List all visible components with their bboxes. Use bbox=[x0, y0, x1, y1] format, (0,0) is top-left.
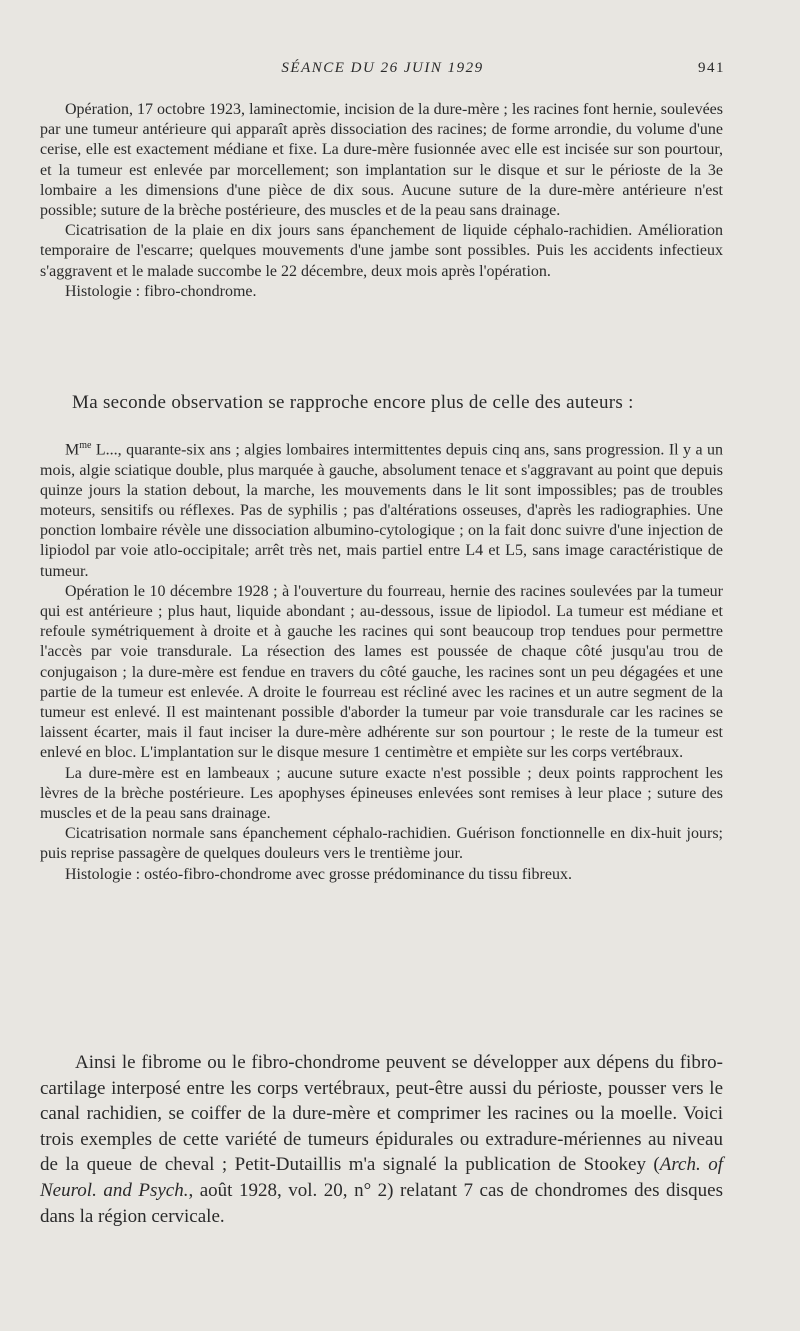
running-head: SÉANCE DU 26 JUIN 1929 bbox=[281, 60, 484, 76]
operation-paragraph: Opération, 17 octobre 1923, laminectomie, incision de la dure-mère ; les racines font hernie, soulevées par une tumeur antérieure qui apparaît après dissociation des racines; de forme arrondie, du volume d'une cerise, elle est exactement médiane et fixe. La dure-mère fusionnée avec elle est incisée sur son pourtour, et la tumeur est enlevée par morcellement; son implantation sur le disque et sur le périoste de la 3e lombaire a les dimensions d'une pièce de dix sous. Aucune suture de la dure-mère antérieure n'est possible; suture de la brèche postérieure, des muscles et de la peau sans drainage. bbox=[40, 101, 723, 220]
case-two-section bbox=[40, 436, 723, 885]
patient-title: M bbox=[65, 441, 80, 459]
cicatrisation-paragraph: Cicatrisation de la plaie en dix jours sans épanchement de liquide céphalo-rachidien. Amélioration temporaire de l'escarre; quelques mouvements d'une jambe sont possibles. Puis les accidents infectieux s'aggravent et le malade succombe le 22 décembre, deux mois après l'opération. bbox=[40, 222, 723, 280]
discussion-paragraph bbox=[40, 1050, 723, 1229]
cicatrisation-paragraph-2: Cicatrisation normale sans épanchement céphalo-rachidien. Guérison fonctionnelle en dix-huit jours; puis reprise passagère de quelques douleurs vers le trentième jour. bbox=[40, 825, 723, 863]
journal-citation: Arch. of Neurol. and Psych. bbox=[40, 1154, 723, 1201]
histologie-paragraph: Histologie : fibro-chondrome. bbox=[65, 282, 257, 300]
page-header bbox=[40, 60, 725, 84]
discussion-section bbox=[40, 1050, 723, 1229]
discussion-text-before: Ainsi le fibrome ou le fibro-chondrome peuvent se développer aux dépens du fibro-cartilage interposé entre les corps vertébraux, peut-être aussi du périoste, pousser vers le canal rachidien, se coiffer de la dure-mère et comprimer les racines ou la moelle. Voici trois exemples de cette variété de tumeurs épidurales ou extradure-mériennes au niveau de la queue de cheval ; Petit-Dutaillis m'a signalé la publication de Stookey ( bbox=[40, 1052, 723, 1176]
page-number: 941 bbox=[698, 60, 725, 76]
case-one-section bbox=[40, 100, 723, 302]
discussion-text-after: , août 1928, vol. 20, n° 2) relatant 7 cas de chondromes des disques dans la région cervicale. bbox=[40, 1179, 723, 1227]
patient-paragraph bbox=[40, 436, 723, 582]
operation-paragraph-2: Opération le 10 décembre 1928 ; à l'ouverture du fourreau, hernie des racines soulevées par la tumeur qui est antérieure ; plus haut, liquide abondant ; au-dessous, issue de lipiodol. La tumeur est médiane et refoule symétriquement à droite et à gauche les racines qui sont beaucoup trop tendues pour permettre l'accès par voie transdurale. La résection des lames est poussée de chaque côté jusqu'au trou de conjugaison ; la dure-mère est fendue en travers du côté gauche, les racines sont un peu dégagées et une partie de la tumeur est enlevée. A droite le fourreau est récliné avec les racines et un autre segment de la tumeur est enlevé. Il est maintenant possible d'aborder la tumeur par voie transdurale car les racines se laissent écarter, mais il faut inciser la dure-mère adhérente sur son pourtour ; le reste de la tumeur est enlevé en bloc. L'implantation sur le disque mesure 1 centimètre et empiète sur les corps vertébraux. bbox=[40, 582, 723, 762]
patient-title-sup: me bbox=[79, 440, 92, 451]
section-heading: Ma seconde observation se rapproche encore plus de celle des auteurs : bbox=[72, 392, 634, 413]
patient-history: L..., quarante-six ans ; algies lombaires intermittentes depuis cinq ans, sans progression. Il y a un mois, algie sciatique double, plus marquée à gauche, absolument tenace et s'aggravant au point que depuis quinze jours la station debout, la marche, les mouvements dans le lit sont impossibles; pas de troubles moteurs, sensitifs ou réflexes. Pas de syphilis ; pas d'altérations osseuses, d'après les radiographies. Une ponction lombaire révèle une dissociation albumino-cytologique ; on la fait donc suivre d'une injection de lipiodol par voie atlo-occipitale; arrêt très net, mais partiel entre L4 et L5, sans image caractéristique de tumeur. bbox=[40, 441, 723, 580]
histologie-paragraph-2: Histologie : ostéo-fibro-chondrome avec grosse prédominance du tissu fibreux. bbox=[65, 865, 572, 883]
dure-mere-paragraph: La dure-mère est en lambeaux ; aucune suture exacte n'est possible ; deux points rapprochent les lèvres de la brèche postérieure. Les apophyses épineuses enlevées sont remises à leur place ; suture des muscles et de la peau sans drainage. bbox=[40, 764, 723, 822]
